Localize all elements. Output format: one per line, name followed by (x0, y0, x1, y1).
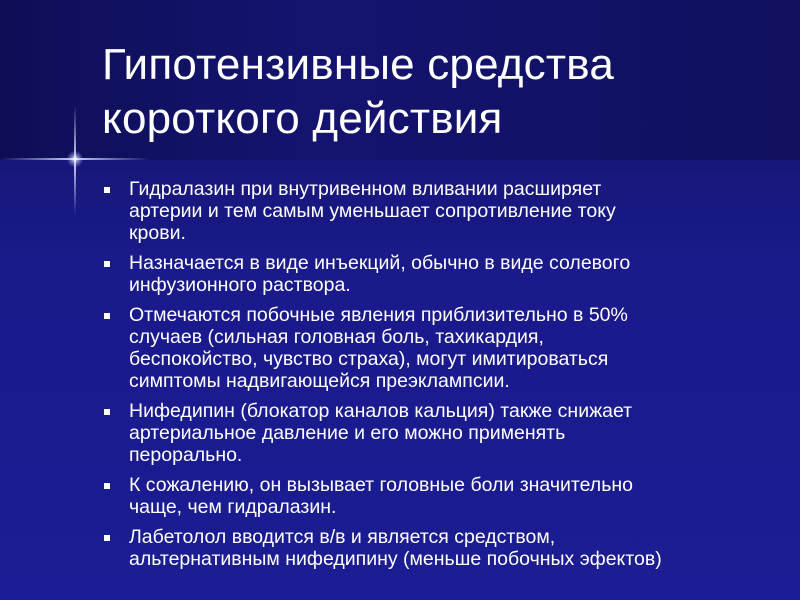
square-bullet-icon (104, 313, 110, 319)
bullet-item (104, 178, 764, 244)
square-bullet-icon (104, 187, 110, 193)
bullet-item (104, 526, 764, 570)
slide-title-line-1: Гипотензивные средства (102, 40, 614, 89)
slide-title-line-2: короткого действия (102, 94, 503, 143)
bullet-text: Отмечаются побочные явления приблизительно в 50% случаев (сильная головная боль, тахикардия, беспокойство, чувство страха), могут имитироваться симптомы надвигающейся преэклампсии. (129, 304, 628, 392)
bullet-list (104, 178, 764, 578)
bullet-text: Нифедипин (блокатор каналов кальция) также снижает артериальное давление и его можно применять перорально. (129, 400, 633, 466)
bullet-text: Назначается в виде инъекций, обычно в виде солевого инфузионного раствора. (129, 252, 631, 296)
square-bullet-icon (104, 261, 110, 267)
slide-title (102, 38, 762, 146)
square-bullet-icon (104, 409, 110, 415)
bullet-text: Лабетолол вводится в/в и является средством, альтернативным нифедипину (меньше побочных эфектов) (129, 526, 662, 570)
square-bullet-icon (104, 535, 110, 541)
bullet-item (104, 252, 764, 296)
bullet-text: К сожалению, он вызывает головные боли значительно чаще, чем гидралазин. (129, 474, 633, 518)
sparkle-icon (67, 151, 83, 167)
square-bullet-icon (104, 483, 110, 489)
bullet-text: Гидралазин при внутривенном вливании расширяет артерии и тем самым уменьшает сопротивление току крови. (129, 178, 616, 244)
bullet-item (104, 304, 764, 392)
bullet-item (104, 400, 764, 466)
bullet-item (104, 474, 764, 518)
